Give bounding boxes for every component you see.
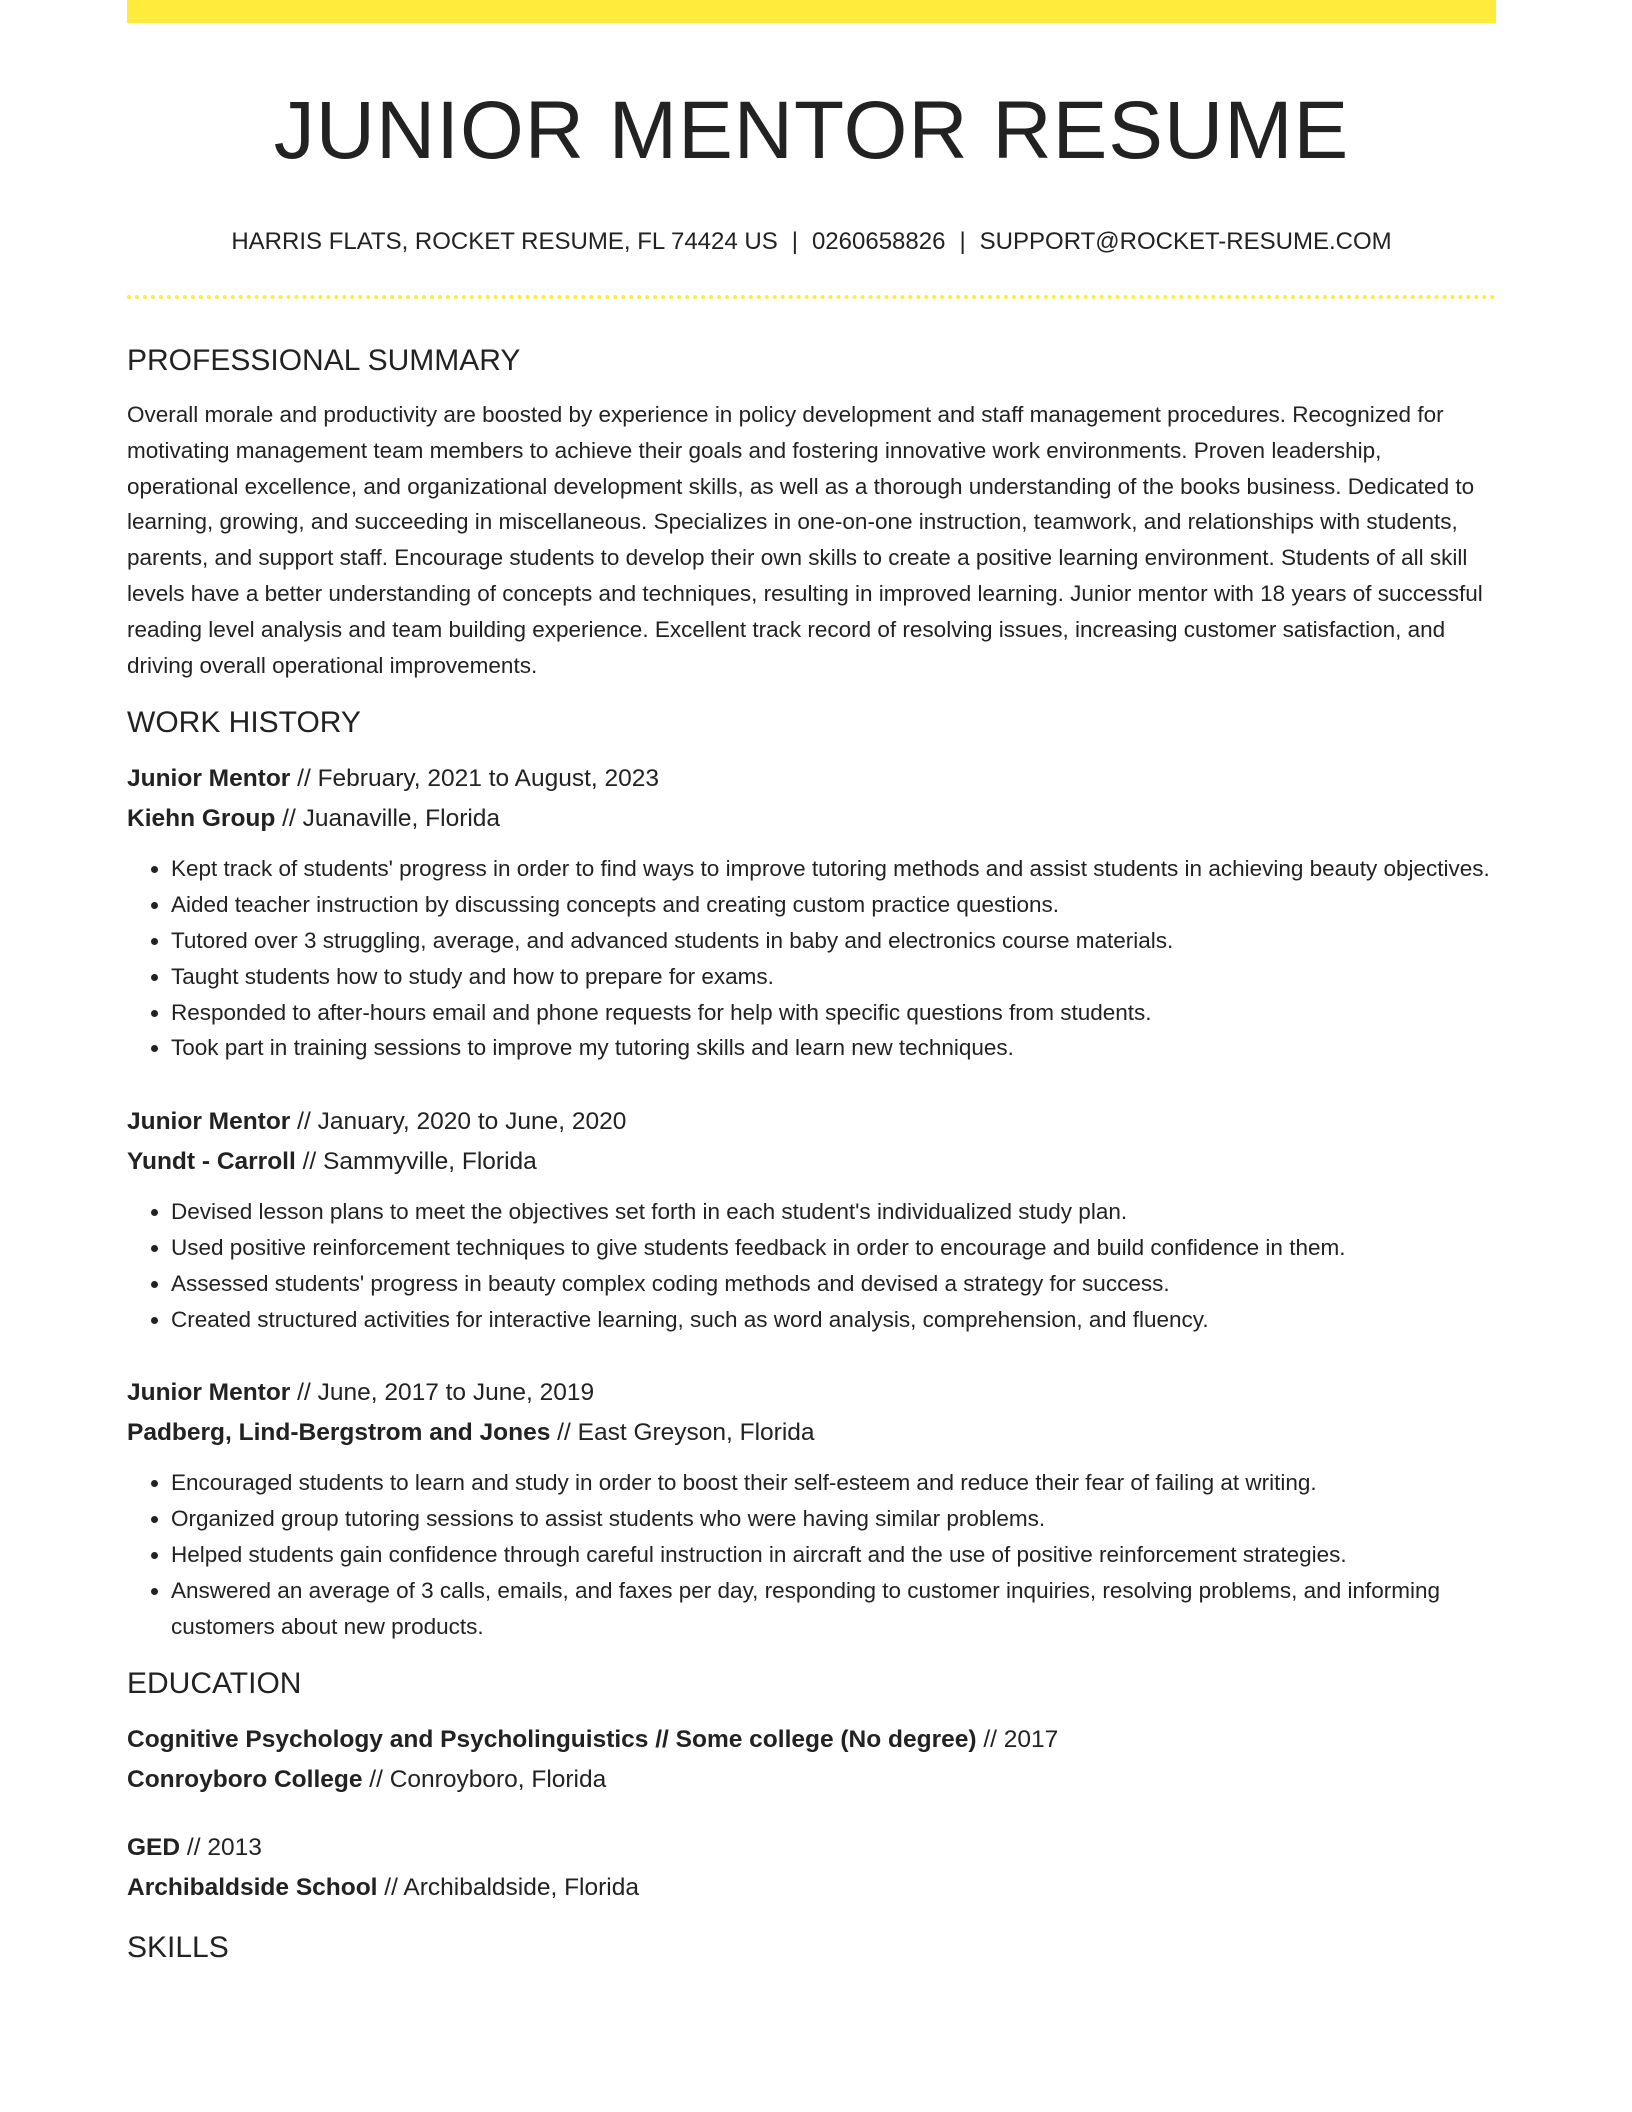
job-bullet: • Kept track of students' progress in order to find ways to improve tutoring methods and assist students in achieving beauty objectives. — [171, 851, 1496, 887]
job-dates: January, 2020 to June, 2020 — [317, 1108, 627, 1136]
job-location: Sammyville, Florida — [323, 1148, 537, 1176]
job-bullet: • Devised lesson plans to meet the objectives set forth in each student's individualized study plan. — [171, 1194, 1496, 1230]
work-history-heading: WORK HISTORY — [127, 706, 361, 740]
job-bullet: • Encouraged students to learn and study in order to boost their self-esteem and reduce their fear of failing at writing. — [171, 1465, 1496, 1501]
education-entry — [127, 1720, 1496, 1800]
education-heading: EDUCATION — [127, 1667, 302, 1701]
education-degree-line — [127, 1720, 1496, 1760]
job-role: Junior Mentor — [127, 1108, 291, 1136]
summary-heading: PROFESSIONAL SUMMARY — [127, 344, 521, 377]
job-bullet: • Organized group tutoring sessions to assist students who were having similar problems. — [171, 1501, 1496, 1537]
job-company: Yundt - Carroll — [127, 1148, 296, 1176]
job-dates: June, 2017 to June, 2019 — [317, 1379, 595, 1407]
job-bullet: • Responded to after-hours email and phone requests for help with specific questions from students. — [171, 995, 1496, 1031]
education-location: Archibaldside, Florida — [403, 1874, 639, 1902]
job-company: Kiehn Group — [127, 805, 276, 833]
job-entry — [127, 1102, 1496, 1337]
education-degree: Cognitive Psychology and Psycholinguistics // Some college (No degree) — [127, 1726, 977, 1754]
job-bullet: • Aided teacher instruction by discussing concepts and creating custom practice questions. — [171, 887, 1496, 923]
education-location: Conroyboro, Florida — [389, 1766, 607, 1794]
delimiter: // — [550, 1419, 578, 1447]
job-role: Junior Mentor — [127, 765, 291, 793]
delimiter: // — [290, 765, 318, 793]
job-role-line — [127, 759, 1496, 799]
job-bullet: • Created structured activities for interactive learning, such as word analysis, comprehension, and fluency. — [171, 1302, 1496, 1338]
job-location: Juanaville, Florida — [302, 805, 501, 833]
contact-phone: 0260658826 — [811, 228, 946, 255]
contact-separator: | — [959, 228, 966, 255]
contact-address: HARRIS FLATS, ROCKET RESUME, FL 74424 US — [231, 228, 778, 255]
education-school-line — [127, 1868, 1496, 1908]
job-bullets — [127, 1465, 1496, 1644]
job-role: Junior Mentor — [127, 1379, 291, 1407]
job-bullets — [127, 851, 1496, 1066]
contact-email[interactable]: SUPPORT@ROCKET-RESUME.COM — [979, 228, 1392, 255]
job-company-line — [127, 1142, 1496, 1182]
delimiter: // — [275, 805, 303, 833]
delimiter: // — [290, 1108, 318, 1136]
delimiter: // — [362, 1766, 390, 1794]
education-year: 2013 — [207, 1834, 262, 1862]
delimiter: // — [290, 1379, 318, 1407]
job-bullet: • Helped students gain confidence through careful instruction in aircraft and the use of positive reinforcement strategies. — [171, 1537, 1496, 1573]
job-location: East Greyson, Florida — [577, 1419, 815, 1447]
job-role-line — [127, 1102, 1496, 1142]
dotted-divider — [127, 295, 1496, 299]
education-year: 2017 — [1003, 1726, 1059, 1754]
job-bullet: • Answered an average of 3 calls, emails, and faxes per day, responding to customer inquiries, resolving problems, and informing customers about new products. — [171, 1573, 1496, 1645]
job-entry — [127, 759, 1496, 1066]
education-school: Conroyboro College — [127, 1766, 363, 1794]
job-entry — [127, 1373, 1496, 1644]
resume-page — [127, 0, 1496, 1966]
education-degree: GED — [127, 1834, 181, 1862]
delimiter: // — [180, 1834, 208, 1862]
job-company: Padberg, Lind-Bergstrom and Jones — [127, 1419, 551, 1447]
job-bullets — [127, 1194, 1496, 1337]
job-bullet: • Used positive reinforcement techniques to give students feedback in order to encourage and build confidence in them. — [171, 1230, 1496, 1266]
education-entry — [127, 1828, 1496, 1908]
education-school-line — [127, 1760, 1496, 1800]
contact-line — [127, 227, 1496, 257]
accent-bar — [127, 0, 1496, 23]
job-bullet: • Assessed students' progress in beauty complex coding methods and devised a strategy for success. — [171, 1266, 1496, 1302]
delimiter: // — [295, 1148, 324, 1176]
summary-text: Overall morale and productivity are boosted by experience in policy development and staff management procedures. Recognized for motivating management team members to achieve their goals and fostering innovative work environments. Proven leadership, operational excellence, and organizational development skills, as well as a thorough understanding of the books business. Dedicated to learning, growing, and succeeding in miscellaneous. Specializes in one-on-one instruction, teamwork, and relationships with students, parents, and support staff. Encourage students to develop their own skills to create a positive learning environment. Students of all skill levels have a better understanding of concepts and techniques, resulting in improved learning. Junior mentor with 18 years of successful reading level analysis and team building experience. Excellent track record of resolving issues, increasing customer satisfaction, and driving overall operational improvements. — [127, 402, 1483, 678]
job-role-line — [127, 1373, 1496, 1413]
delimiter: // — [976, 1726, 1004, 1754]
job-bullet: • Tutored over 3 struggling, average, and advanced students in baby and electronics course materials. — [171, 923, 1496, 959]
education-school: Archibaldside School — [127, 1874, 378, 1902]
job-company-line — [127, 1413, 1496, 1453]
job-bullet: • Taught students how to study and how to prepare for exams. — [171, 959, 1496, 995]
education-degree-line — [127, 1828, 1496, 1868]
job-bullet: • Took part in training sessions to improve my tutoring skills and learn new techniques. — [171, 1030, 1496, 1066]
resume-title: JUNIOR MENTOR RESUME — [273, 85, 1350, 176]
delimiter: // — [377, 1874, 404, 1902]
job-company-line — [127, 799, 1496, 839]
contact-separator: | — [791, 228, 798, 255]
job-dates: February, 2021 to August, 2023 — [317, 765, 659, 793]
skills-heading: SKILLS — [127, 1931, 229, 1965]
